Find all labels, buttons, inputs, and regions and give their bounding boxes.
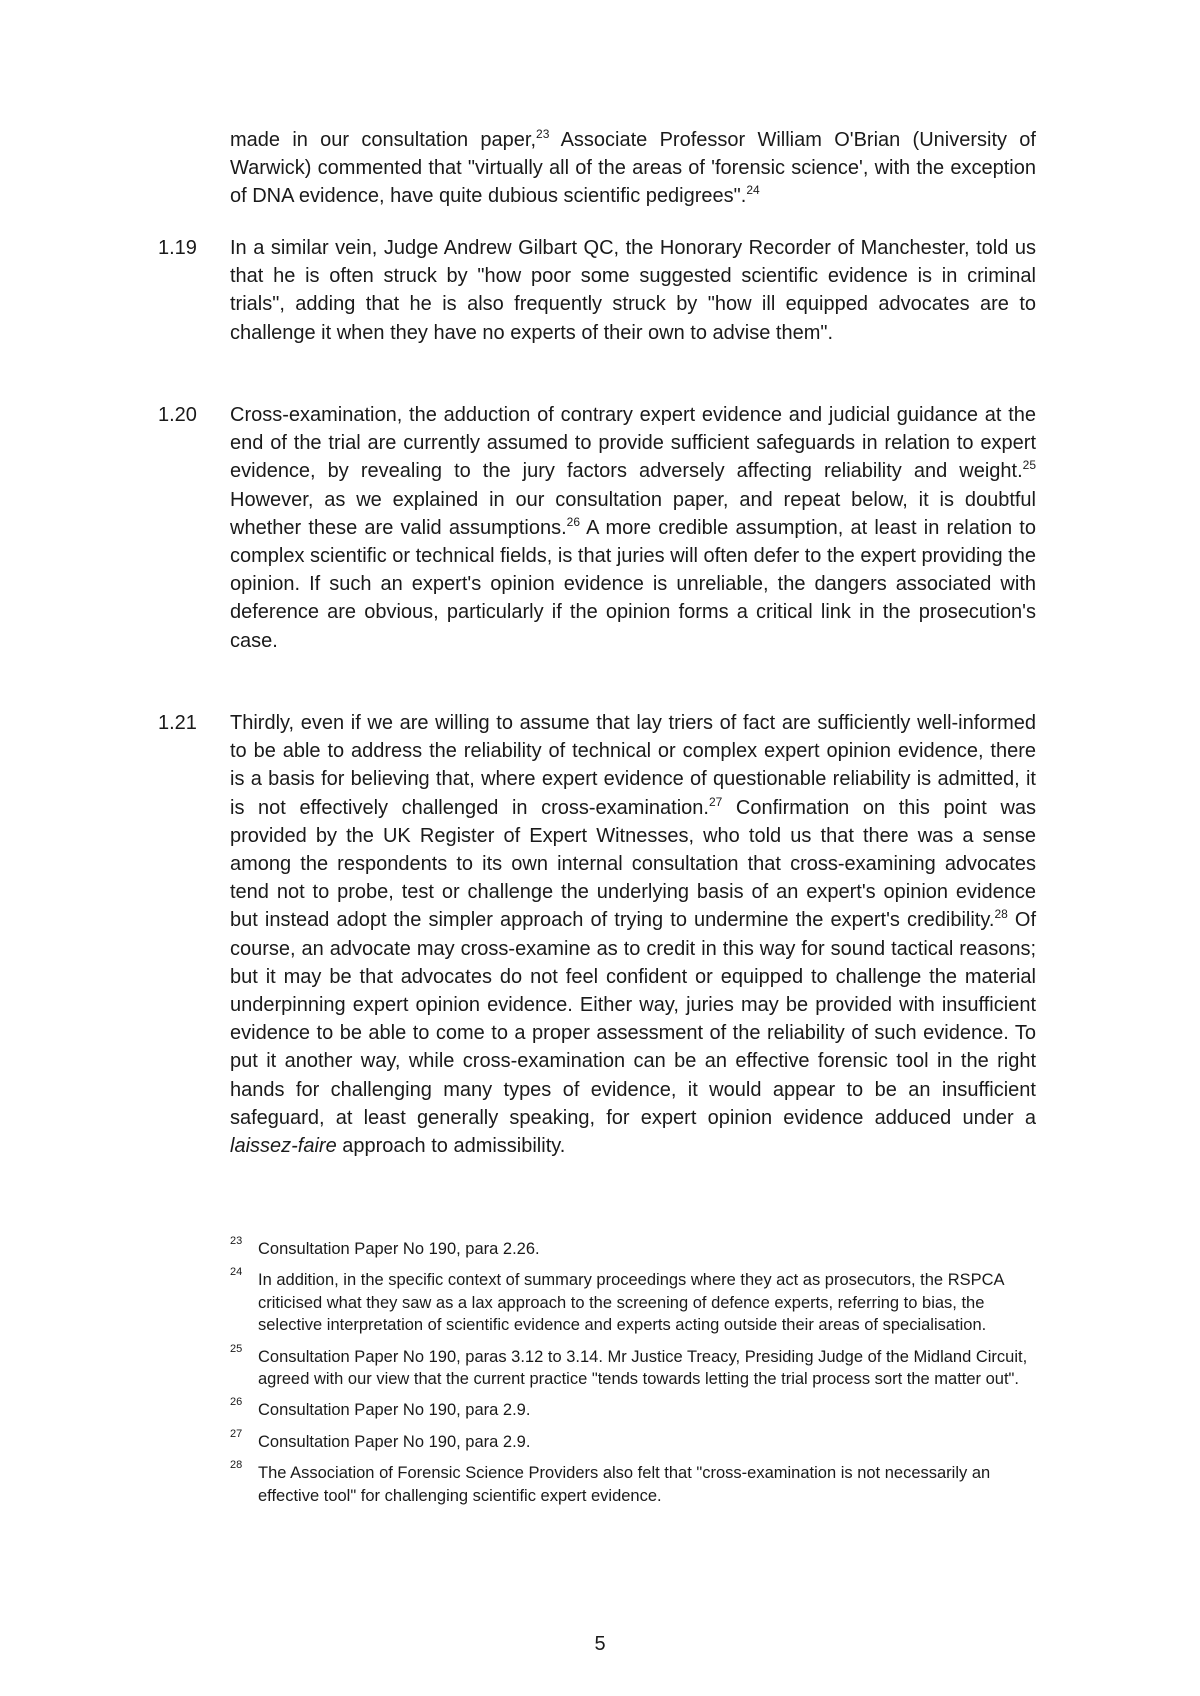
page-number: 5 [594, 1633, 606, 1655]
text-run: Confirmation on this point was provided by the UK Register of Expert Witnesses, who told us that there was a sense among the respondents to its own internal consultation that cross-examining advocates tend not to probe, test or challenge the underlying basis of an expert's opinion evidence but instead adopt the simpler approach of trying to undermine the expert's credibility. [230, 796, 1037, 932]
footnote-number: 27 [230, 1427, 243, 1440]
footnote-number: 24 [230, 1266, 243, 1279]
text-run: Cross-examination, the adduction of contrary expert evidence and judicial guidance at the end of the trial are currently assumed to provide sufficient safeguards in relation to expert evidence, by revealing to the jury factors adversely affecting reliability and weight. [230, 404, 1036, 483]
footnote-number: 26 [230, 1396, 243, 1409]
footnote-26 [0, 1396, 1200, 1421]
text-run: Associate Professor William O'Brian (University of Warwick) commented that "virtually all of the areas of 'forensic science', with the exception of DNA evidence, have quite dubious scientific pedigrees". [230, 129, 1036, 208]
paragraph-continuation [0, 126, 1036, 211]
text-run: Of course, an advocate may cross-examine as to credit in this way for sound tactical reasons; but it may be that advocates do not feel confident or equipped to challenge the material underpinning expert opinion evidence. Either way, juries may be provided with insufficient evidence to be able to come to a proper assessment of the reliability of such evidence. To put it another way, while cross-examination can be an effective forensic tool in the right hands for challenging many types of evidence, it would appear to be an insufficient safeguard, at least generally speaking, for expert opinion evidence adduced under a [230, 909, 1036, 1129]
footnote-ref: 24 [746, 183, 760, 198]
paragraph-text [230, 126, 1036, 211]
footnote-text: Consultation Paper No 190, paras 3.12 to 3.14. Mr Justice Treacy, Presiding Judge of the Midland Circuit, agreed with our view that the current practice "tends towards letting the trial process sort the matter out". [258, 1347, 1028, 1389]
italic-text: laissez-faire [230, 1135, 337, 1158]
paragraph-text [230, 709, 1036, 1160]
footnote-text: In addition, in the specific context of summary proceedings where they act as prosecutors, the RSPCA criticised what they saw as a lax approach to the screening of defence experts, referring to bias, the selective interpretation of scientific evidence and experts acting outside their areas of specialisation. [258, 1271, 1004, 1335]
paragraph-number: 1.19 [158, 237, 197, 259]
footnote-number: 25 [230, 1342, 243, 1355]
footnote-25 [0, 1342, 1200, 1391]
footnote-24 [0, 1266, 1200, 1336]
paragraph-number: 1.20 [158, 404, 197, 426]
paragraph-1-20 [0, 401, 1036, 655]
text-run: However, as we explained in our consultation paper, and repeat below, it is doubtful whether these are valid assumptions. [230, 488, 1036, 539]
paragraph-text [230, 401, 1036, 655]
footnote-text: Consultation Paper No 190, para 2.9. [258, 1401, 531, 1420]
paragraph-1-21 [0, 709, 1036, 1160]
footnote-ref: 26 [566, 514, 581, 529]
footnote-ref: 28 [994, 907, 1008, 922]
footnote-27 [0, 1427, 1200, 1453]
footnote-ref: 27 [708, 794, 723, 809]
footnote-number: 28 [230, 1459, 243, 1472]
footnote-text: Consultation Paper No 190, para 2.26. [258, 1240, 540, 1258]
footnote-23 [0, 1235, 1200, 1260]
paragraph-number: 1.21 [158, 712, 197, 734]
footnote-28 [0, 1459, 1200, 1507]
footnote-text: Consultation Paper No 190, para 2.9. [258, 1432, 531, 1451]
text-run: made in our consultation paper, [230, 129, 537, 151]
footnotes [0, 1235, 1200, 1516]
footnote-ref: 23 [536, 127, 550, 141]
text-run: A more credible assumption, at least in relation to complex scientific or technical fields, is that juries will often defer to the expert providing the opinion. If such an expert's opinion evidence is unreliable, the dangers associated with deference are obvious, particularly if the opinion forms a critical link in the prosecution's case. [230, 516, 1036, 652]
text-run: In a similar vein, Judge Andrew Gilbart QC, the Honorary Recorder of Manchester, told us that he is often struck by "how poor some suggested scientific evidence is in criminal trials", adding that he is also frequently struck by "how ill equipped advocates are to challenge it when they have no experts of their own to advise them". [230, 237, 1036, 344]
text-run: Thirdly, even if we are willing to assume that lay triers of fact are sufficiently well-informed to be able to address the reliability of technical or complex expert opinion evidence, there is a basis for believing that, where expert evidence of questionable reliability is admitted, it is not effectively challenged in cross-examination. [230, 712, 1036, 819]
paragraph-1-19 [0, 234, 1036, 347]
text-run: approach to admissibility. [336, 1135, 566, 1158]
paragraph-text [230, 234, 1036, 347]
footnote-ref: 25 [1022, 458, 1036, 473]
footnote-text: The Association of Forensic Science Providers also felt that "cross-examination is not necessarily an effective tool" for challenging scientific expert evidence. [258, 1464, 991, 1505]
footnote-number: 23 [230, 1235, 243, 1247]
